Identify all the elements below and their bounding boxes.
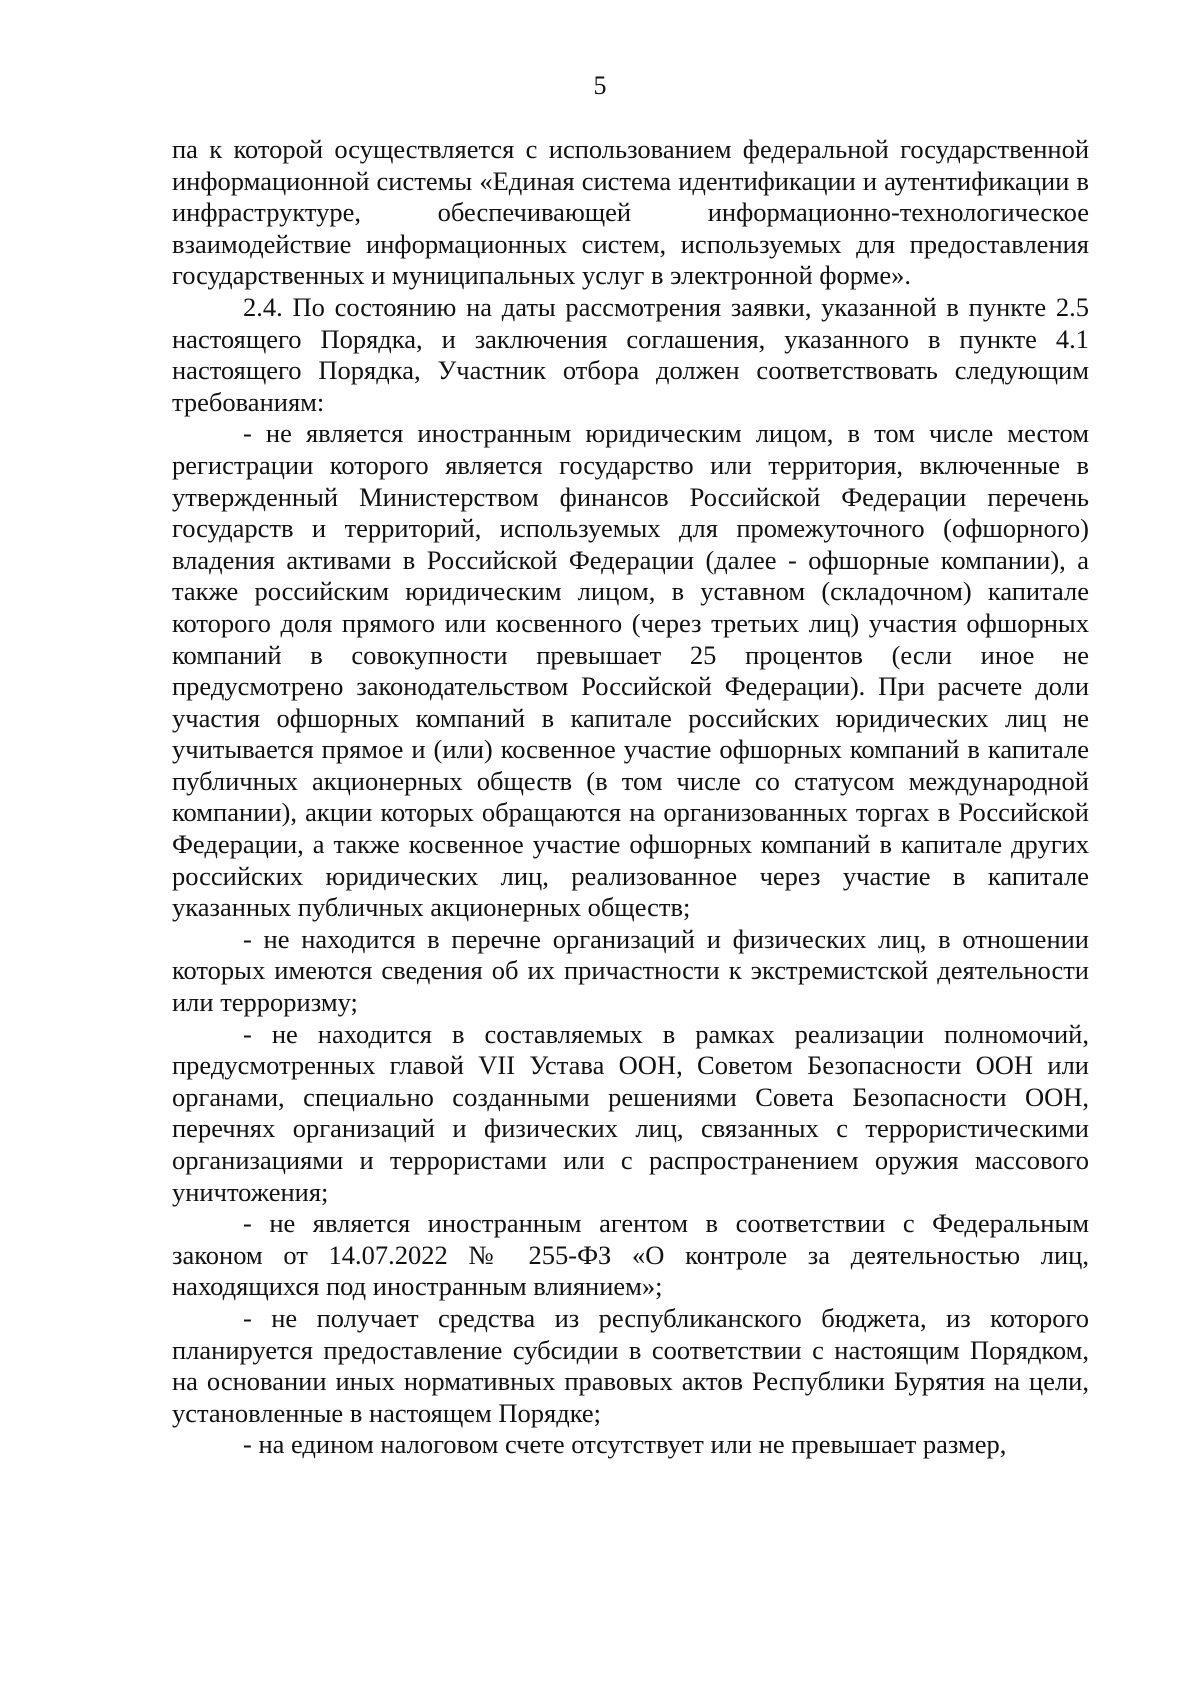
requirement-item-foreign-agent: - не является иностранным агентом в соответствии с Федеральным законом от 14.07.2022 № 255-ФЗ «О контроле за деятельностью лиц, находящихся под иностранным влиянием»; (172, 1208, 1089, 1302)
document-body (172, 134, 1089, 1461)
requirement-item-offshore: - не является иностранным юридическим лицом, в том числе местом регистрации которого является государство или территория, включенные в утвержденный Министерством финансов Российской Федерации перечень государств и территорий, используемых для промежуточного (офшорного) владения активами в Российской Федерации (далее - офшорные компании), а также российским юридическим лицом, в уставном (складочном) капитале которого доля прямого или косвенного (через третьих лиц) участия офшорных компаний в совокупности превышает 25 процентов (если иное не предусмотрено законодательством Российской Федерации). При расчете доли участия офшорных компаний в капитале российских юридических лиц не учитывается прямое и (или) косвенное участие офшорных компаний в капитале публичных акционерных обществ (в том числе со статусом международной компании), акции которых обращаются на организованных торгах в Российской Федерации, а также косвенное участие офшорных компаний в капитале других российских юридических лиц, реализованное через участие в капитале указанных публичных акционерных обществ; (172, 418, 1089, 923)
page-number: 5 (593, 71, 607, 100)
requirement-item-extremism: - не находится в перечне организаций и физических лиц, в отношении которых имеются сведения об их причастности к экстремистской деятельности или терроризму; (172, 923, 1089, 1018)
requirement-item-un-lists: - не находится в составляемых в рамках реализации полномочий, предусмотренных главой VII Устава ООН, Советом Безопасности ООН или органами, специально созданными решениями Совета Безопасности ООН, перечнях организаций и физических лиц, связанных с террористическими организациями и террористами или с распространением оружия массового уничтожения; (172, 1018, 1089, 1207)
paragraph-clause-2-4: 2.4. По состоянию на даты рассмотрения заявки, указанной в пункте 2.5 настоящего Порядка, и заключения соглашения, указанного в пункте 4.1 настоящего Порядка, Участник отбора должен соответствовать следующим требованиям: (172, 291, 1089, 417)
paragraph-continuation: па к которой осуществляется с использованием федеральной государственной информационной системы «Единая система идентификации и аутентификации в инфраструктуре, обеспечивающей информационно-технологическое взаимодействие информационных систем, используемых для предоставления государственных и муниципальных услуг в электронной форме». (172, 134, 1089, 291)
requirement-item-tax-account: - на едином налоговом счете отсутствует или не превышает размер, (243, 1429, 1007, 1460)
requirement-item-budget-funds: - не получает средства из республиканского бюджета, из которого планируется предоставление субсидии в соответствии с настоящим Порядком, на основании иных нормативных правовых актов Республики Бурятия на цели, установленные в настоящем Порядке; (172, 1302, 1089, 1428)
